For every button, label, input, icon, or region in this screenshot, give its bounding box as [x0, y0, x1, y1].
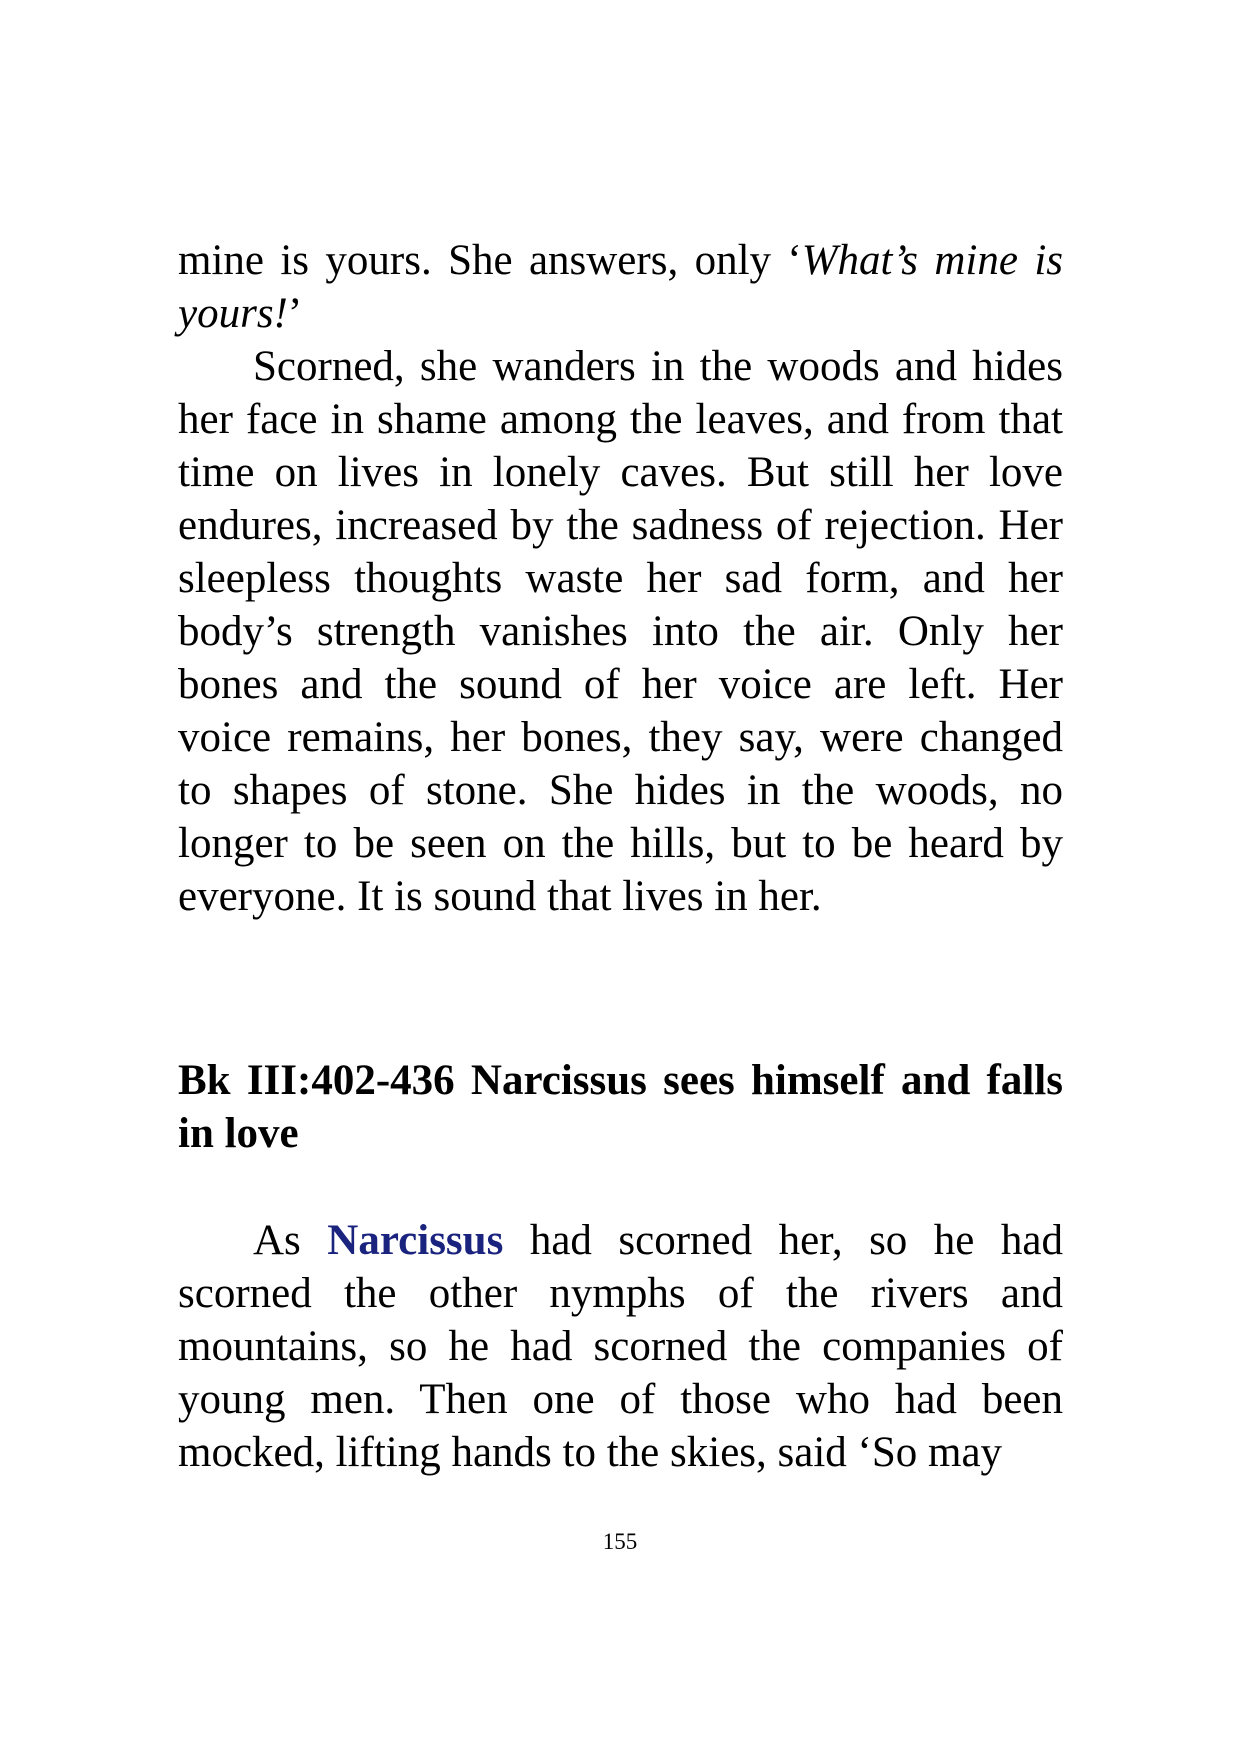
text-block-bottom: [178, 1214, 1063, 1479]
narcissus-link[interactable]: Narcissus: [327, 1217, 504, 1264]
paragraph-text: mine is yours. She answers, only ‘: [178, 237, 802, 284]
quoted-reply: What’s mine is yours!: [178, 237, 1063, 337]
paragraph-text: ’: [287, 290, 303, 337]
text-block-top: [178, 234, 1063, 923]
paragraph-text: had scorned her, so he had scorned the other nymphs of the rivers and mountains, so he had scorned the companies of young men. Then one of those who had been mocked, lifting hands to the skies, said ‘So may: [178, 1217, 1063, 1476]
paragraph-continuation: [178, 234, 1063, 340]
section-heading: Bk III:402-436 Narcissus sees himself and falls in love: [178, 1057, 1063, 1157]
paragraph-text: As: [253, 1217, 328, 1264]
paragraph-echo: Scorned, she wanders in the woods and hides her face in shame among the leaves, and from that time on lives in lonely caves. But still her love endures, increased by the sadness of rejection. Her sleepless thoughts waste her sad form, and her body’s strength vanishes into the air. Only her bones and the sound of her voice are left. Her voice remains, her bones, they say, were changed to shapes of stone. She hides in the woods, no longer to be seen on the hills, but to be heard by everyone. It is sound that lives in her.: [178, 343, 1063, 920]
paragraph-narcissus: [178, 1214, 1063, 1479]
page-number: 155: [602, 1529, 638, 1554]
